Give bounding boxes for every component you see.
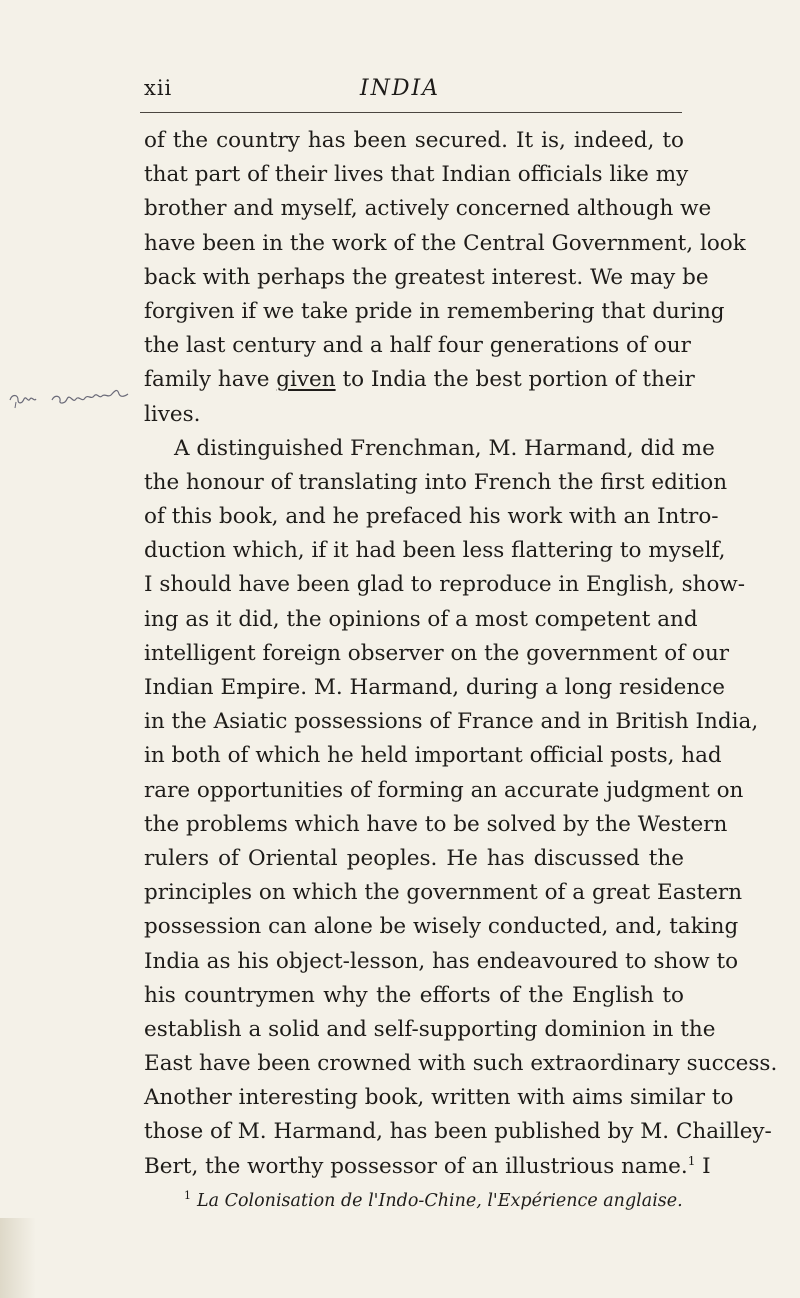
footnote-text: La Colonisation de l'Indo-Chine, l'Expérience anglaise. — [197, 1190, 683, 1211]
running-head — [0, 76, 800, 106]
text-line: the problems which have to be solved by the Western — [144, 811, 728, 837]
footnote — [184, 1189, 684, 1211]
text-line-segment: Bert, the worthy possessor of an illustrious name. — [144, 1153, 688, 1179]
text-line: possession can alone be wisely conducted, and, taking — [144, 914, 739, 940]
text-line: the honour of translating into French the first edition — [144, 469, 728, 495]
text-line: in the Asiatic possessions of France and in British India, — [144, 709, 759, 735]
text-line: brother and myself, actively concerned although we — [144, 196, 712, 222]
text-line: East have been crowned with such extraordinary success. — [144, 1051, 778, 1077]
text-line: establish a solid and self-supporting dominion in the — [144, 1016, 716, 1042]
text-line: duction which, if it had been less flattering to myself, — [144, 538, 726, 564]
text-line: those of M. Harmand, has been published by M. Chailley- — [144, 1119, 772, 1145]
text-line: the last century and a half four generations of our — [144, 333, 691, 359]
text-line: intelligent foreign observer on the government of our — [144, 640, 730, 666]
page-edge-stain — [0, 1218, 36, 1298]
text-line: Another interesting book, written with aims similar to — [144, 1085, 734, 1111]
text-line: I should have been glad to reproduce in English, show- — [144, 572, 746, 598]
text-line: that part of their lives that Indian officials like my — [144, 162, 689, 188]
text-line: principles on which the government of a great Eastern — [144, 880, 743, 906]
text-line: his countrymen why the efforts of the English to — [144, 982, 684, 1008]
footnote-mark: 1 — [184, 1189, 191, 1202]
handwritten-scribble-icon — [6, 388, 142, 410]
page-number: xii — [144, 76, 173, 100]
body-text — [144, 124, 778, 1184]
text-line: of this book, and he prefaced his work with an Intro- — [144, 504, 719, 530]
text-line-segment: I — [702, 1153, 711, 1179]
text-line: of the country has been secured. It is, indeed, to — [144, 128, 684, 153]
running-head-title: INDIA — [359, 76, 441, 101]
text-line: forgiven if we take pride in remembering that during — [144, 298, 725, 324]
text-line: back with perhaps the greatest interest. We may be — [144, 264, 709, 290]
text-line: Indian Empire. M. Harmand, during a long residence — [144, 675, 726, 700]
underlined-word: given — [276, 367, 336, 393]
header-rule — [140, 112, 682, 113]
text-line: ing as it did, the opinions of a most competent and — [144, 606, 698, 632]
text-line: in both of which he held important official posts, had — [144, 743, 722, 769]
text-line: rulers of Oriental peoples. He has discussed the — [144, 845, 684, 871]
handwritten-margin-note — [6, 388, 142, 408]
text-line-underlined: family have given to India the best portion of their — [144, 367, 695, 393]
text-line: India as his object-lesson, has endeavoured to show to — [144, 948, 739, 974]
footnote-reference: 1 — [687, 1153, 696, 1168]
text-line: A distinguished Frenchman, M. Harmand, did me — [174, 435, 715, 461]
text-line: have been in the work of the Central Government, look — [144, 230, 746, 256]
text-line: lives. — [144, 401, 201, 427]
text-line: rare opportunities of forming an accurate judgment on — [144, 777, 744, 803]
text-line-with-footnote — [144, 1150, 711, 1184]
